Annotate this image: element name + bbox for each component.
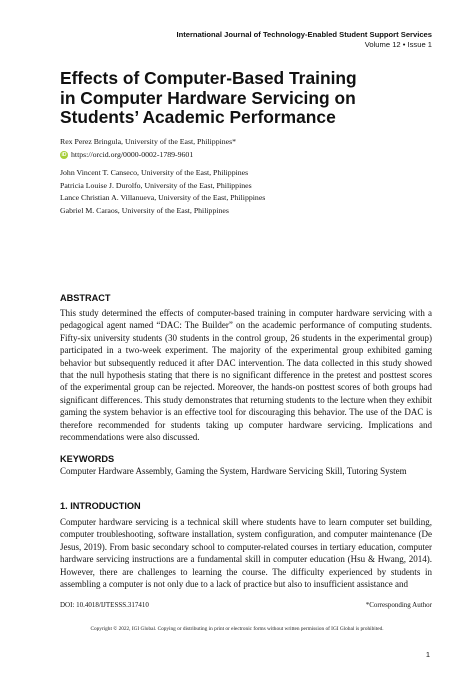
copyright-notice: Copyright © 2022, IGI Global. Copying or distributing in print or electronic forms without written permission of IGI Global is prohibited. xyxy=(90,626,384,632)
introduction-text: Computer hardware servicing is a technical skill where students have to learn computer set building, computer troubleshooting, software installation, system configuration, and computer maintenance (De Jesus, 2019). From basic secondary school to computer-related courses in tertiary education, computer hardware servicing instructions are a fundamental skill in computer education (Hsu & Hwang, 2014). However, there are challenges to learning the course. The difficulty experienced by students in assembling a computer is not only due to a lack of practice but also to insufficient assistance and xyxy=(60,517,432,590)
page-number: 1 xyxy=(425,650,430,659)
abstract-heading: ABSTRACT xyxy=(60,293,111,303)
orcid-link[interactable]: https://orcid.org/0000-0002-1789-9601 xyxy=(71,149,194,159)
doi[interactable]: DOI: 10.4018/IJTESSS.317410 xyxy=(60,601,149,609)
volume-issue: Volume 12 • Issue 1 xyxy=(364,40,432,49)
paper-title xyxy=(60,69,430,128)
abstract-text: This study determined the effects of computer-based training in computer hardware servicing with a pedagogical agent named “DAC: The Builder” on the academic performance of computing students. Fifty-six university students (30 students in the control group, 26 students in the experimental group) participated in a two-week experiment. The majority of the experimental group exhibited gaming behavior but subsequently reduced it after DAC intervention. The data collected in this study showed that the null hypothesis stating that there is no significant difference in the pretest and posttest scores of the experimental group can be rejected. Moreover, the hands-on posttest scores of both groups had significant differences. This study demonstrates that returning students to the lecture when they exhibit gaming the system behavior is an effective tool for discouraging this behavior. The use of the DAC is therefore recommended for students taking up computer hardware servicing. Implications and recommendations were also discussed. xyxy=(60,308,432,443)
coauthor: Gabriel M. Caraos, University of the East, Philippines xyxy=(60,205,229,215)
title-line: Effects of Computer-Based Training xyxy=(60,68,357,88)
author-block xyxy=(60,136,420,217)
corresponding-author-note: *Corresponding Author xyxy=(365,601,432,609)
introduction-heading: 1. INTRODUCTION xyxy=(60,501,141,511)
title-line: Students’ Academic Performance xyxy=(60,107,336,127)
footer-row xyxy=(60,601,432,609)
coauthor: John Vincent T. Canseco, University of the East, Philippines xyxy=(60,168,249,177)
keywords-heading: KEYWORDS xyxy=(60,454,115,464)
orcid-icon: iD xyxy=(61,151,67,158)
journal-header xyxy=(176,30,432,50)
orcid-row xyxy=(60,149,420,162)
title-line: in Computer Hardware Servicing on xyxy=(60,87,356,108)
coauthor: Patricia Louise J. Durolfo, University of the East, Philippines xyxy=(60,180,252,190)
journal-name: International Journal of Technology-Enabled Student Support Services xyxy=(176,30,432,39)
coauthor: Lance Christian A. Villanueva, University of the East, Philippines xyxy=(60,193,266,203)
keywords-text: Computer Hardware Assembly, Gaming the System, Hardware Servicing Skill, Tutoring System xyxy=(60,466,407,476)
primary-author: Rex Perez Bringula, University of the East, Philippines* xyxy=(60,137,237,146)
coauthor-list xyxy=(60,167,420,217)
